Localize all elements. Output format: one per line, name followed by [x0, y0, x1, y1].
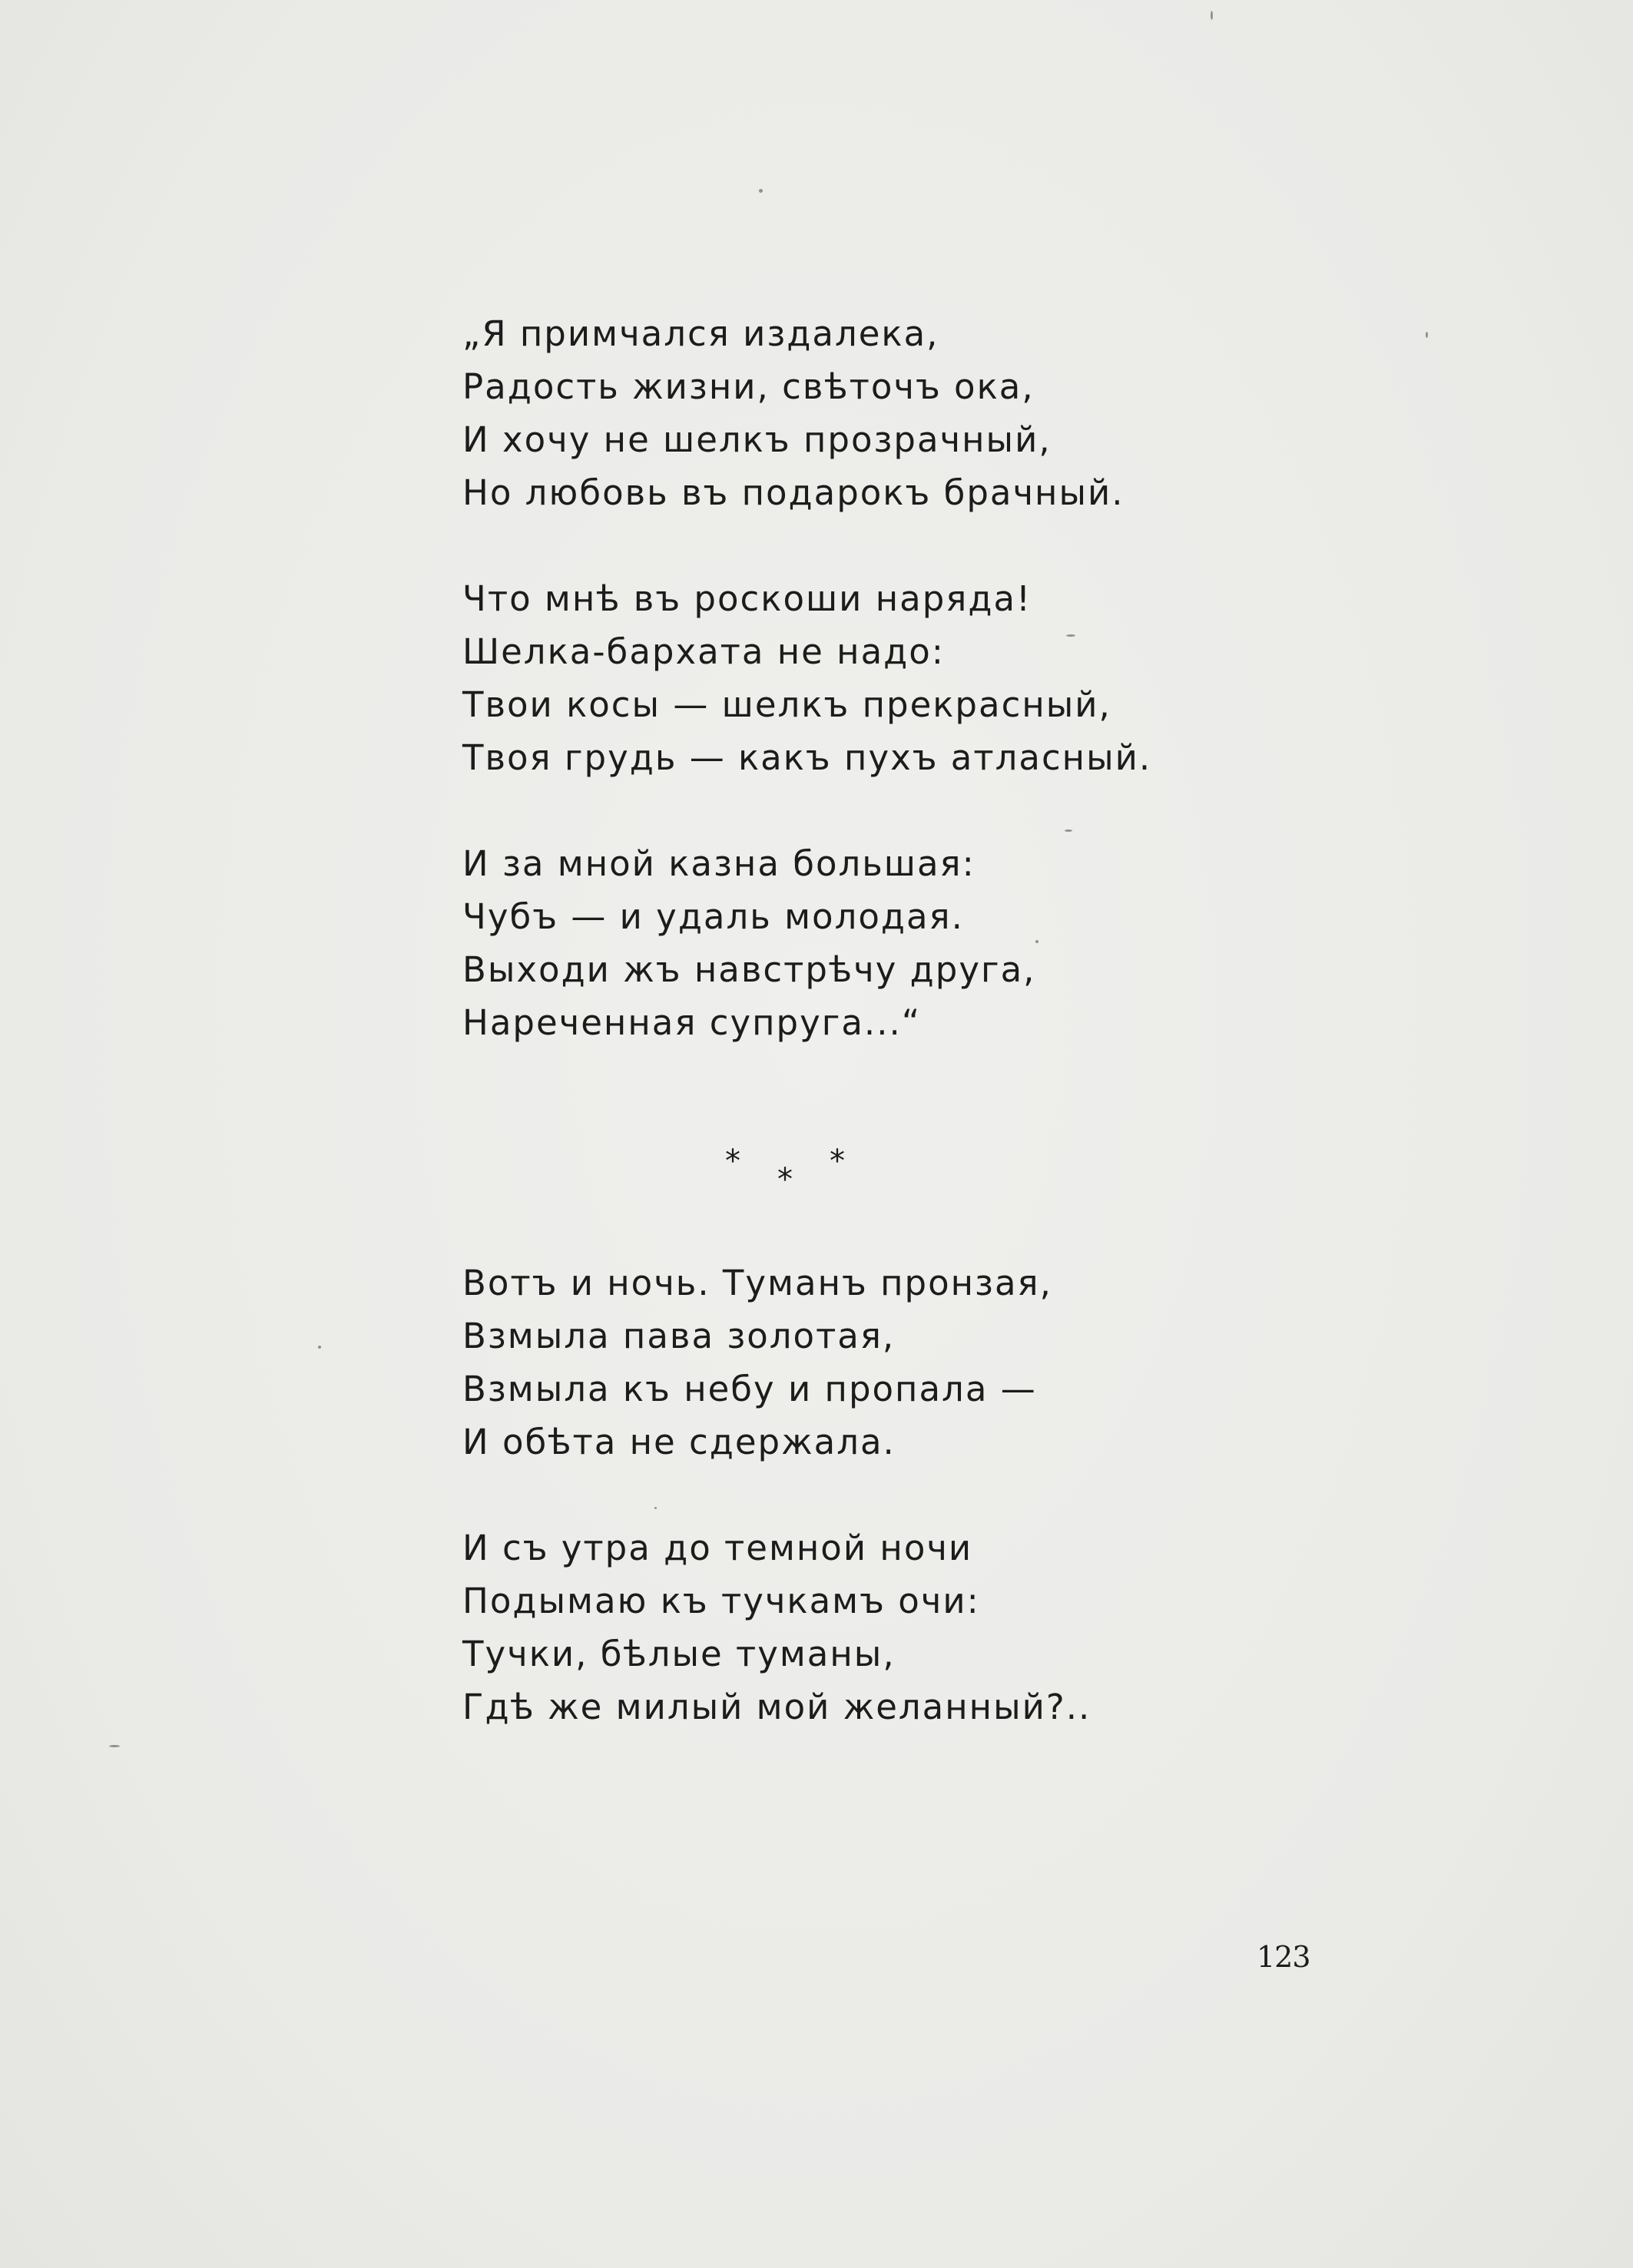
verse-line: И хочу не шелкъ прозрачный,: [462, 419, 1052, 460]
paper-speck: [109, 1745, 120, 1747]
poem-part-2: [462, 1257, 1231, 1733]
page-number: 123: [1257, 1940, 1310, 1974]
paper-speck: [1426, 332, 1428, 338]
verse-line: Но любовь въ подарокъ брачный.: [462, 472, 1125, 513]
asterism-separator: [722, 1146, 860, 1207]
verse-line: Чубъ — и удаль молодая.: [462, 896, 964, 937]
verse-line: Гдѣ же милый мой желанный?..: [462, 1687, 1091, 1727]
verse-line: Взмыла пава золотая,: [462, 1316, 896, 1356]
paper-speck: [759, 189, 763, 193]
verse-line: Тучки, бѣлые туманы,: [462, 1634, 896, 1674]
verse-line: Нареченная супруга...“: [462, 1002, 922, 1043]
verse-line: „Я примчался издалека,: [462, 313, 939, 354]
stanza: [462, 1257, 1231, 1468]
verse-line: Взмыла къ небу и пропала —: [462, 1369, 1037, 1409]
verse-line: Что мнѣ въ роскоши наряда!: [462, 578, 1032, 619]
verse-line: Твоя грудь — какъ пухъ атласный.: [462, 737, 1152, 778]
verse-line: Шелка-бархата не надо:: [462, 631, 945, 672]
stanza: [462, 307, 1231, 519]
verse-line: Вотъ и ночь. Туманъ пронзая,: [462, 1263, 1052, 1303]
stanza: [462, 572, 1231, 784]
verse-line: И обѣта не сдержала.: [462, 1422, 896, 1462]
asterisk: *: [777, 1162, 793, 1197]
verse-line: Выходи жъ навстрѣчу друга,: [462, 949, 1036, 990]
asterisk: *: [830, 1144, 845, 1179]
verse-line: Радость жизни, свѣточъ ока,: [462, 366, 1035, 407]
verse-line: И съ утра до темной ночи: [462, 1528, 973, 1568]
paper-speck: [1211, 11, 1213, 20]
paper-speck: [318, 1346, 321, 1349]
asterisk: *: [725, 1144, 740, 1179]
verse-line: Твои косы — шелкъ прекрасный,: [462, 684, 1111, 725]
stanza: [462, 1521, 1231, 1733]
poem-part-1: [462, 307, 1231, 1049]
verse-line: Подымаю къ тучкамъ очи:: [462, 1581, 980, 1621]
verse-line: И за мной казна большая:: [462, 843, 975, 884]
stanza: [462, 837, 1231, 1049]
